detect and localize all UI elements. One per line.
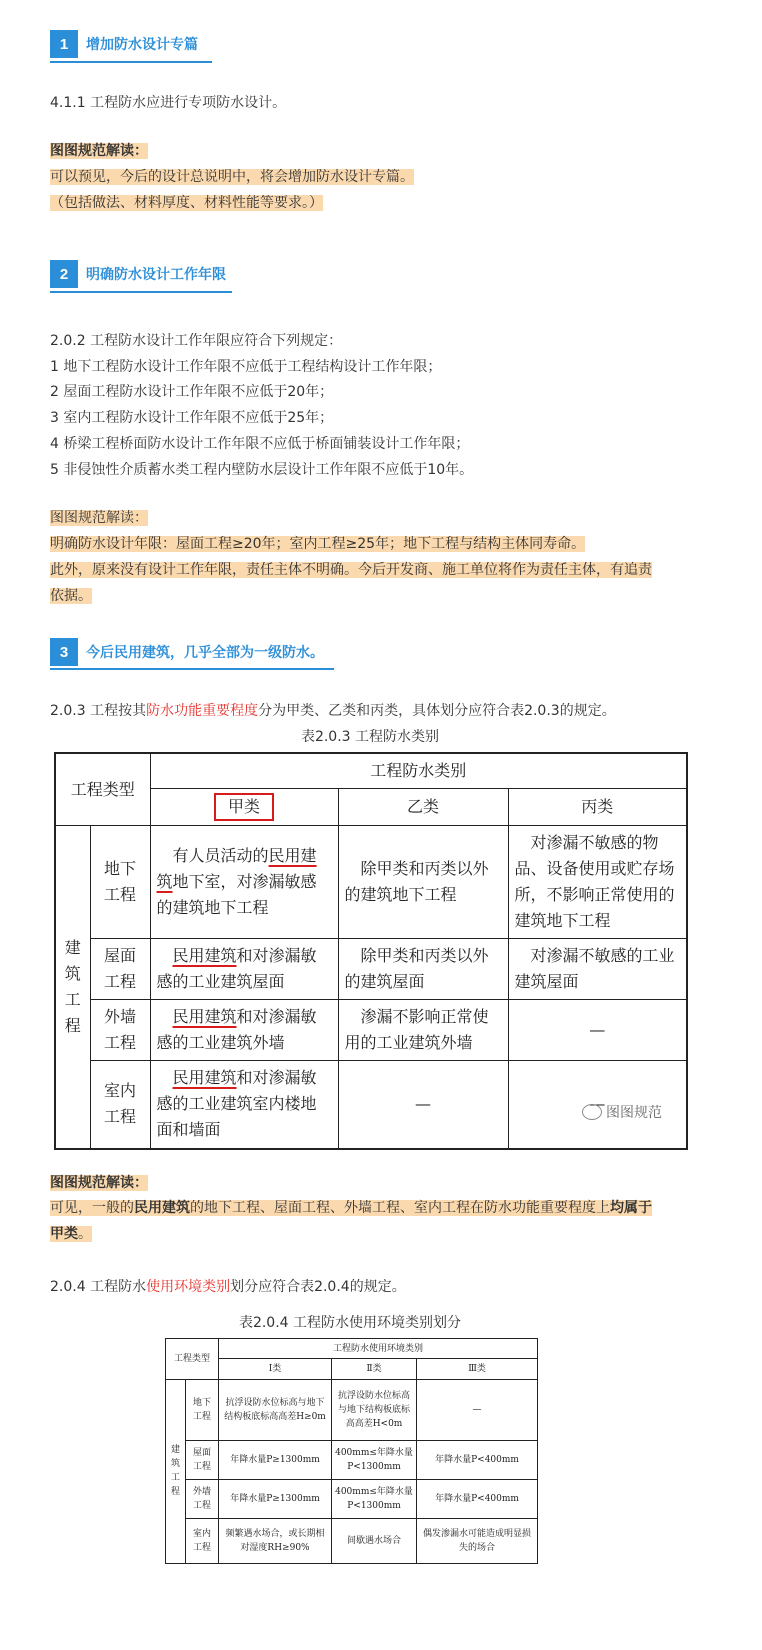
clause-line: 4 桥梁工程桥面防水设计工作年限不应低于桥面铺装设计工作年限； [50,436,470,452]
cell-class-2: 400mm≤年降水量P<1300mm [332,1480,417,1519]
row-type: 外墙 工程 [90,1000,150,1061]
cell-class-c: 对渗漏不敏感的物品、设备使用或贮存场所，不影响正常使用的建筑地下工程 [508,826,687,939]
interp-line: 依据。 [50,588,92,604]
header-class-b: 乙类 [338,789,508,826]
interp-line: 可见，一般的民用建筑的地下工程、屋面工程、外墙工程、室内工程在防水功能重要程度上均属于 [50,1200,652,1216]
cell-class-c: — [508,1061,687,1149]
interp-line: （包括做法、材料厚度、材料性能等要求。） [50,195,323,211]
cell-class-a: 民用建筑和对渗漏敏感的工业建筑室内楼地面和墙面 [150,1061,338,1149]
cell-class-2: 间歇遇水场合 [332,1518,417,1563]
section-title: 明确防水设计工作年限 [86,267,226,283]
section-underline [50,61,212,63]
interp-line: 此外，原来没有设计工作年限，责任主体不明确。今后开发商、施工单位将作为责任主体，有追责 [50,562,652,578]
cell-class-3: 年降水量P<400mm [417,1480,538,1519]
header-category: 工程防水使用环境类别 [219,1339,538,1359]
table-2-0-3 [54,752,688,1150]
header-class-3: Ⅲ类 [417,1359,538,1379]
watermark: 图图规范 [582,1102,662,1122]
row-type: 地下 工程 [186,1379,219,1440]
table-caption: 表2.0.3 工程防水类别 [300,729,440,745]
header-type: 工程类型 [55,753,150,826]
row-type: 室内 工程 [90,1061,150,1149]
table-2-0-4 [165,1338,538,1564]
group-building: 建 筑 工 程 [55,826,90,1149]
interp-title: 图图规范解读： [50,1175,148,1191]
header-class-c: 丙类 [508,789,687,826]
cell-class-1: 年降水量P≥1300mm [219,1441,332,1480]
header-category: 工程防水类别 [150,753,687,789]
row-type: 屋面 工程 [90,939,150,1000]
interp-title: 图图规范解读： [50,510,148,526]
interp-line: 甲类。 [50,1226,92,1242]
section-header-2 [50,260,226,288]
cell-class-a: 有人员活动的民用建筑地下室，对渗漏敏感的建筑地下工程 [150,826,338,939]
cell-class-b: 除甲类和丙类以外的建筑地下工程 [338,826,508,939]
section-header-3 [50,638,324,666]
cell-class-b: — [338,1061,508,1149]
header-class-a [150,789,338,826]
cell-class-a: 民用建筑和对渗漏敏感的工业建筑外墙 [150,1000,338,1061]
cell-class-1: 频繁遇水场合，或长期相对湿度RH≥90% [219,1518,332,1563]
clause-line: 1 地下工程防水设计工作年限不应低于工程结构设计工作年限； [50,359,442,375]
highlight-box: 甲类 [214,793,274,821]
section-number: 1 [50,30,78,58]
section-number: 3 [50,638,78,666]
row-type: 室内 工程 [186,1518,219,1563]
header-class-2: Ⅱ类 [332,1359,417,1379]
cell-class-2: 抗浮设防水位标高与地下结构板底标高高差H<0m [332,1379,417,1440]
cell-class-3: 偶发渗漏水可能造成明显损失的场合 [417,1518,538,1563]
section-title: 增加防水设计专篇 [86,37,198,53]
section-underline [50,291,232,293]
clause-line: 3 室内工程防水设计工作年限不应低于25年； [50,410,334,426]
cell-class-2: 400mm≤年降水量P<1300mm [332,1441,417,1480]
row-type: 地下 工程 [90,826,150,939]
clause-line: 5 非侵蚀性介质蓄水类工程内壁防水层设计工作年限不应低于10年。 [50,462,474,478]
section-number: 2 [50,260,78,288]
interp-line: 可以预见，今后的设计总说明中，将会增加防水设计专篇。 [50,169,414,185]
cell-class-1: 抗浮设防水位标高与地下结构板底标高高差H≥0m [219,1379,332,1440]
cell-class-c: 对渗漏不敏感的工业建筑屋面 [508,939,687,1000]
cell-class-1: 年降水量P≥1300mm [219,1480,332,1519]
header-type: 工程类型 [166,1339,219,1380]
cell-class-b: 除甲类和丙类以外的建筑屋面 [338,939,508,1000]
interp-line: 明确防水设计年限：屋面工程≥20年；室内工程≥25年；地下工程与结构主体同寿命。 [50,536,586,552]
clause-4-1-1: 4.1.1 工程防水应进行专项防水设计。 [50,95,287,111]
clause-2-0-4: 2.0.4 工程防水使用环境类别划分应符合表2.0.4的规定。 [50,1279,406,1295]
clause-2-0-3: 2.0.3 工程按其防水功能重要程度分为甲类、乙类和丙类，具体划分应符合表2.0.3的规定。 [50,703,616,719]
cell-class-b: 渗漏不影响正常使用的工业建筑外墙 [338,1000,508,1061]
clause-line: 2.0.2 工程防水设计工作年限应符合下列规定： [50,333,343,349]
cell-class-a: 民用建筑和对渗漏敏感的工业建筑屋面 [150,939,338,1000]
cell-class-c: — [508,1000,687,1061]
clause-line: 2 屋面工程防水设计工作年限不应低于20年； [50,384,334,400]
cell-class-3: 年降水量P<400mm [417,1441,538,1480]
section-underline [50,668,334,670]
row-type: 外墙 工程 [186,1480,219,1519]
wechat-icon [582,1104,602,1120]
cell-class-3: — [417,1379,538,1440]
section-header-1 [50,30,198,58]
table-caption: 表2.0.4 工程防水使用环境类别划分 [238,1315,462,1331]
group-building: 建 筑 工 程 [166,1379,186,1563]
header-class-1: Ⅰ类 [219,1359,332,1379]
row-type: 屋面 工程 [186,1441,219,1480]
section-title: 今后民用建筑，几乎全部为一级防水。 [86,645,324,661]
interp-title: 图图规范解读： [50,143,148,159]
